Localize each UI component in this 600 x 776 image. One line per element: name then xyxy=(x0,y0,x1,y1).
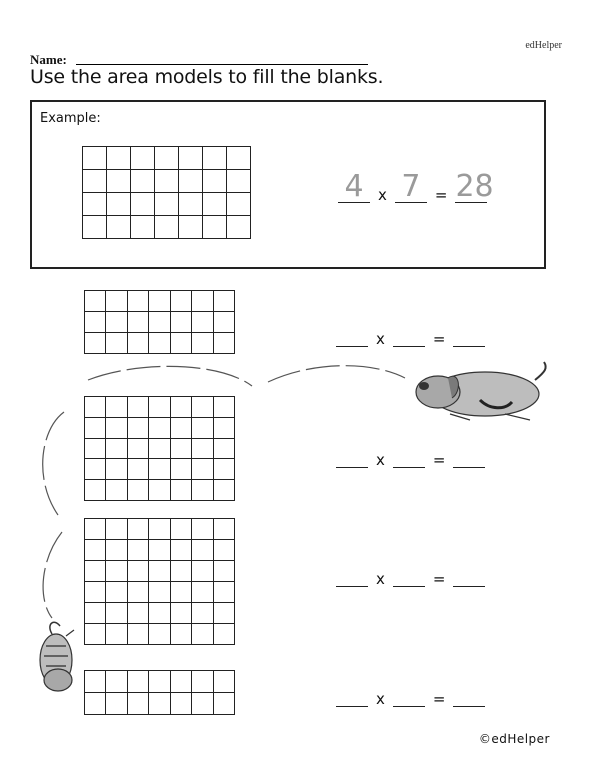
example-answer-product: 28 xyxy=(455,169,494,204)
cat-icon xyxy=(40,622,74,691)
example-answer-b: 7 xyxy=(401,169,421,204)
equals-sign: = xyxy=(432,690,446,708)
instructions: Use the area models to fill the blanks. xyxy=(30,66,384,88)
equals-sign: = xyxy=(432,570,446,588)
equals-sign: = xyxy=(432,451,446,469)
times-sign: x xyxy=(376,690,385,708)
brand-header: edHelper xyxy=(525,40,562,51)
dog-icon xyxy=(416,362,546,420)
equals-sign: = xyxy=(434,186,448,204)
copyright: ©edHelper xyxy=(478,732,550,746)
equals-sign: = xyxy=(432,330,446,348)
times-sign: x xyxy=(376,330,385,348)
example-answer-a: 4 xyxy=(344,169,364,204)
times-sign: x xyxy=(376,451,385,469)
times-sign: x xyxy=(378,186,387,204)
name-label: Name: xyxy=(30,52,67,67)
times-sign: x xyxy=(376,570,385,588)
example-label: Example: xyxy=(40,111,101,126)
dashed-trail xyxy=(43,366,405,618)
